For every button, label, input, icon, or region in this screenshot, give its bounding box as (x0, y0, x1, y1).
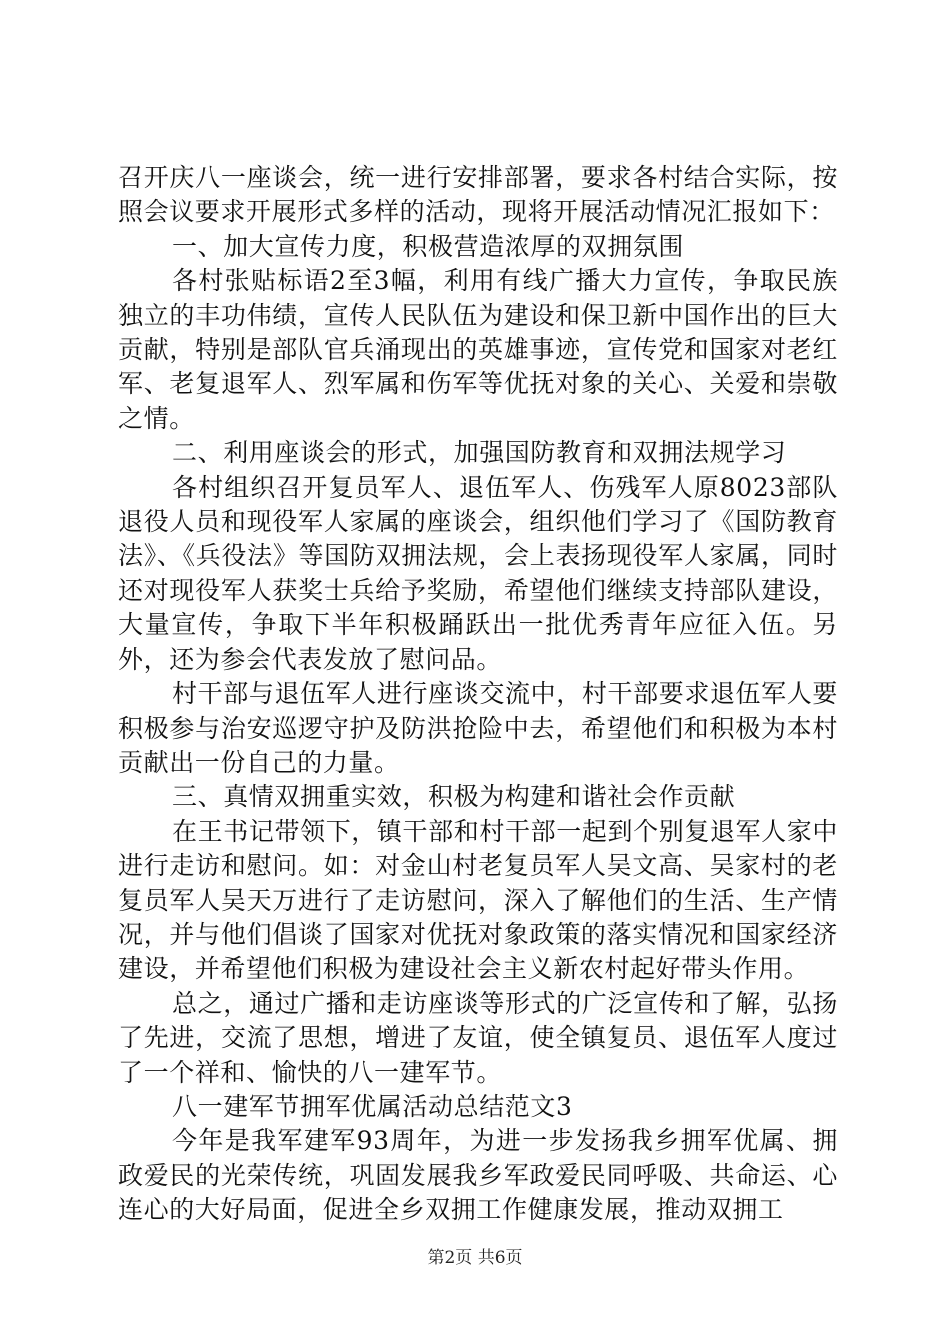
section-heading: 二、利用座谈会的形式，加强国防教育和双拥法规学习 (172, 438, 787, 468)
paragraph: 村干部与退伍军人进行座谈交流中，村干部要求退伍军人要积极参与治安巡逻守护及防洪抢险中去，希望他们和积极为本村贡献出一份自己的力量。 (118, 679, 838, 777)
page-footer: 第2页 共6页 (427, 1248, 523, 1268)
paragraph: 各村张贴标语2至3幅，利用有线广播大力宣传，争取民族独立的丰功伟绩，宣传人民队伍为建设和保卫新中国作出的巨大贡献，特别是部队官兵涌现出的英雄事迹，宣传党和国家对老红军、老复退军人、烈军属和伤军等优抚对象的关心、关爱和崇敬之情。 (118, 266, 838, 433)
paragraph: 各村组织召开复员军人、退伍军人、伤残军人原8023部队退役人员和现役军人家属的座谈会，组织他们学习了《国防教育法》、《兵役法》等国防双拥法规，会上表扬现役军人家属，同时还对现役军人获奖士兵给予奖励，希望他们继续支持部队建设，大量宣传，争取下半年积极踊跃出一批优秀青年应征入伍。另外，还为参会代表发放了慰问品。 (118, 472, 838, 674)
paragraph: 在王书记带领下，镇干部和村干部一起到个别复退军人家中进行走访和慰问。如：对金山村老复员军人吴文高、吴家村的老复员军人吴天万进行了走访慰问，深入了解他们的生活、生产情况，并与他们倡谈了国家对优抚对象政策的落实情况和国家经济建设，并希望他们积极为建设社会主义新农村起好带头作用。 (118, 816, 838, 984)
section-heading: 一、加大宣传力度，积极营造浓厚的双拥氛围 (172, 231, 685, 261)
paragraph: 今年是我军建军93周年，为进一步发扬我乡拥军优属、拥政爱民的光荣传统，巩固发展我乡军政爱民同呼吸、共命运、心连心的大好局面，促进全乡双拥工作健康发展，推动双拥工 (118, 1126, 838, 1225)
paragraph: 总之，通过广播和走访座谈等形式的广泛宣传和了解，弘扬了先进，交流了思想，增进了友谊，使全镇复员、退伍军人度过了一个祥和、愉快的八一建军节。 (118, 988, 838, 1087)
paragraph: 召开庆八一座谈会，统一进行安排部署，要求各村结合实际，按照会议要求开展形式多样的活动，现将开展活动情况汇报如下： (118, 163, 838, 227)
document-body (118, 161, 838, 1228)
article-title: 八一建军节拥军优属活动总结范文3 (172, 1091, 573, 1121)
section-heading: 三、真情双拥重实效，积极为构建和谐社会作贡献 (172, 782, 736, 812)
